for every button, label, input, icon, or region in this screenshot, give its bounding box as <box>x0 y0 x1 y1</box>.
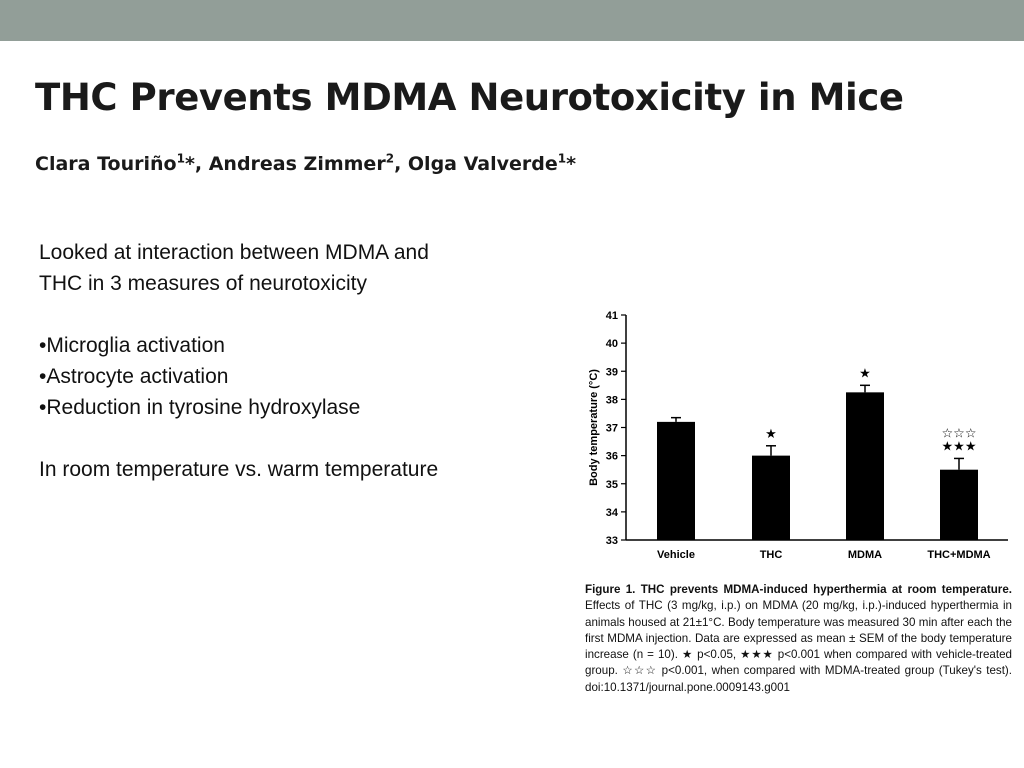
intro-line: Looked at interaction between MDMA and <box>39 241 429 264</box>
significance-marker: ★★★ <box>941 439 977 455</box>
x-tick-label: Vehicle <box>657 549 695 561</box>
bullet-item: •Astrocyte activation <box>39 365 229 388</box>
author-list <box>35 152 576 175</box>
significance-marker: ★ <box>859 366 871 382</box>
y-tick-label: 36 <box>605 450 618 463</box>
author-1: Clara Touriño$^1$*, <box>35 152 209 176</box>
y-tick-label: 35 <box>605 478 618 491</box>
y-tick-label: 33 <box>605 535 618 547</box>
significance-marker: ★ <box>765 426 777 442</box>
caption-body: Effects of THC (3 mg/kg, i.p.) on MDMA (20 mg/kg, i.p.)-induced hyperthermia in animals housed at 21±1°C. Body temperature was measured 30 min after each the first MDMA injection. Data are expressed as mean ± SEM of the body temperature increase (n = 10). ★ p<0.05, ★★★ p<0.001 when compared with vehicle-treated group. ☆☆☆ p<0.001, when compared with MDMA-treated group (Tukey's test). doi:10.1371/journal.pone.0009143.g001 <box>585 599 1012 694</box>
bar-thc <box>752 456 790 540</box>
y-tick-label: 34 <box>605 506 618 519</box>
figure-panel <box>580 300 1020 720</box>
intro-line: THC in 3 measures of neurotoxicity <box>39 272 367 295</box>
y-tick-label: 41 <box>605 310 618 322</box>
caption-lead: Figure 1. THC prevents MDMA-induced hyperthermia at room temperature. <box>585 583 1012 596</box>
figure-caption <box>585 582 1012 696</box>
significance-marker: ☆☆☆ <box>941 426 977 442</box>
bar-chart <box>580 300 1020 575</box>
author-2: Andreas Zimmer$^2$, <box>208 152 408 176</box>
author-3: Olga Valverde$^1$* <box>407 152 577 176</box>
bar-thc-mdma <box>940 470 978 540</box>
bar-mdma <box>846 392 884 540</box>
x-tick-label: THC+MDMA <box>927 549 991 561</box>
y-tick-label: 38 <box>605 394 618 407</box>
closing-line: In room temperature vs. warm temperature <box>39 458 439 481</box>
y-tick-label: 39 <box>605 366 618 379</box>
slide-body <box>39 237 539 485</box>
bullet-item: •Reduction in tyrosine hydroxylase <box>39 396 361 419</box>
y-tick-label: 37 <box>605 422 618 435</box>
x-tick-label: MDMA <box>847 549 883 561</box>
x-tick-label: THC <box>759 549 783 561</box>
bar-vehicle <box>657 422 695 540</box>
y-tick-label: 40 <box>605 338 618 351</box>
y-axis-title: Body temperature (°C) <box>588 369 600 486</box>
bullet-item: •Microglia activation <box>39 334 225 357</box>
top-accent-bar <box>0 0 1024 41</box>
slide-title: THC Prevents MDMA Neurotoxicity in Mice <box>35 76 904 119</box>
